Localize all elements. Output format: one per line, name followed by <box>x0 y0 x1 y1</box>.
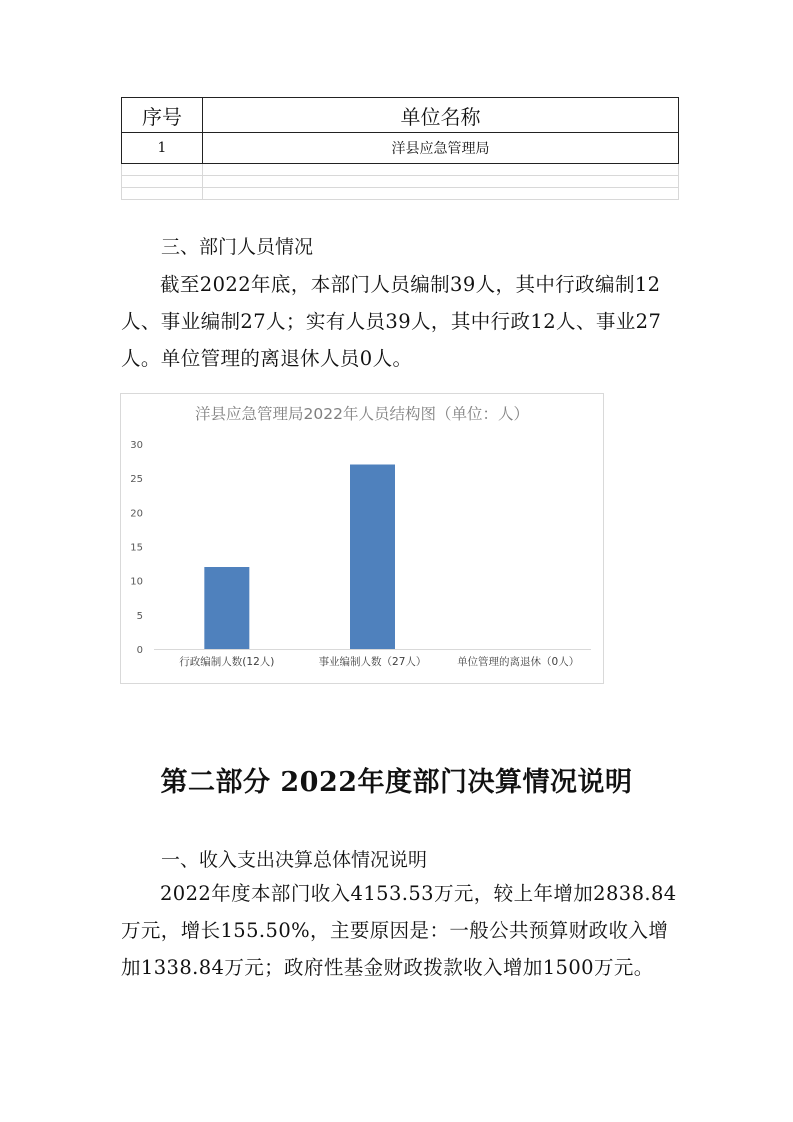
part2-section1-heading: 一、收入支出决算总体情况说明 <box>161 849 428 871</box>
chart-plot <box>121 394 603 683</box>
empty-cell <box>203 176 679 188</box>
y-tick-label: 10 <box>130 576 143 588</box>
header-unit-name: 单位名称 <box>203 98 679 133</box>
y-tick-label: 30 <box>130 440 143 451</box>
bar-1 <box>350 465 395 650</box>
table-row <box>122 133 679 164</box>
section3-paragraph: 截至2022年底，本部门人员编制39人，其中行政编制12人、事业编制27人；实有人员39人，其中行政12人、事业27人。单位管理的离退休人员0人。 <box>121 273 662 370</box>
unit-table <box>121 97 679 200</box>
empty-cell <box>203 164 679 176</box>
y-tick-label: 15 <box>130 542 143 554</box>
table-empty-row <box>122 164 679 176</box>
x-category-label: 行政编制人数(12人) <box>179 656 275 668</box>
bar-0 <box>204 567 249 649</box>
cell-unit-name: 洋县应急管理局 <box>203 133 679 164</box>
x-category-label: 事业编制人数（27人） <box>318 656 427 668</box>
y-tick-label: 20 <box>130 508 143 520</box>
chart-title: 洋县应急管理局2022年人员结构图（单位：人） <box>195 405 529 423</box>
empty-cell <box>122 164 203 176</box>
empty-cell <box>122 176 203 188</box>
part2-section1-paragraph: 2022年度本部门收入4153.53万元，较上年增加2838.84万元，增长155.50%，主要原因是：一般公共预算财政收入增加1338.84万元；政府性基金财政拨款收入增加1500万元。 <box>121 882 677 979</box>
section3-heading: 三、部门人员情况 <box>161 236 314 258</box>
table-header-row <box>122 98 679 133</box>
y-tick-label: 0 <box>136 645 143 656</box>
x-category-label: 单位管理的离退休（0人） <box>457 656 580 668</box>
part2-title: 第二部分 2022年度部门决算情况说明 <box>160 767 633 798</box>
cell-serial-no: 1 <box>122 133 203 164</box>
header-serial-no: 序号 <box>122 98 203 133</box>
y-tick-label: 25 <box>130 474 143 486</box>
table-empty-row <box>122 188 679 200</box>
y-tick-label: 5 <box>136 610 143 622</box>
staff-structure-chart <box>120 393 604 684</box>
empty-cell <box>122 188 203 200</box>
empty-cell <box>203 188 679 200</box>
table-empty-row <box>122 176 679 188</box>
